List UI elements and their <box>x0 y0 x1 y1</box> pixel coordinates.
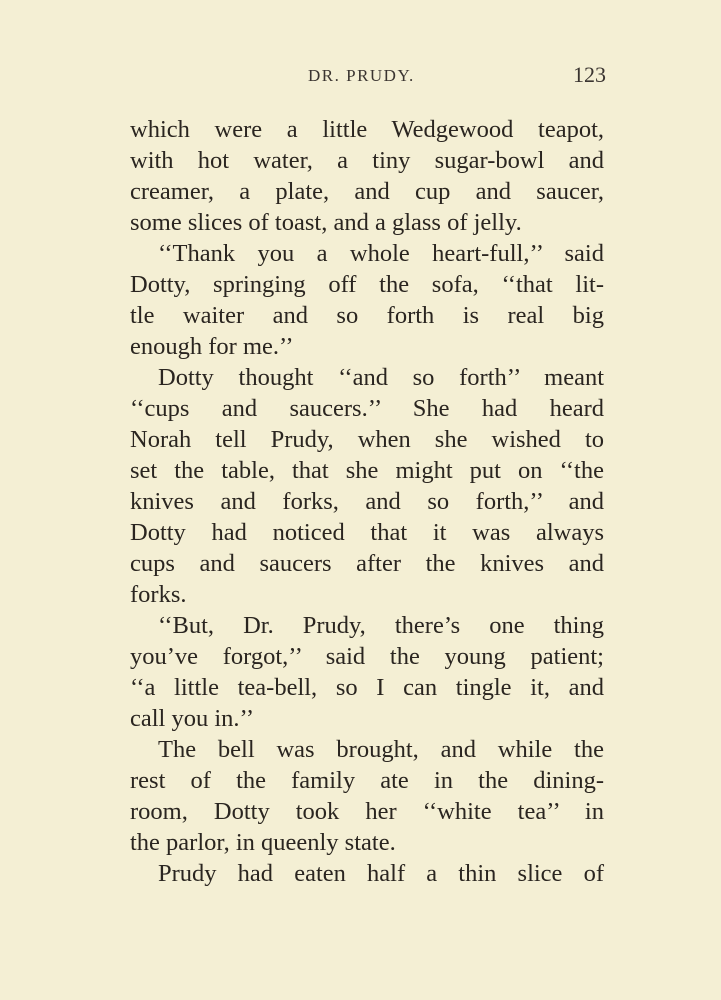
text-line: tle waiter and so forth is real big <box>130 302 604 329</box>
text-line: Norah tell Prudy, when she wished to <box>130 426 604 453</box>
text-line: ‘‘But, Dr. Prudy, there’s one thing <box>158 612 604 639</box>
text-line: with hot water, a tiny sugar-bowl and <box>130 147 604 174</box>
text-line: the parlor, in queenly state. <box>130 829 396 856</box>
body-text <box>130 114 604 889</box>
text-line: ‘‘cups and saucers.’’ She had heard <box>130 395 604 422</box>
text-line: Dotty thought ‘‘and so forth’’ meant <box>158 364 604 391</box>
text-line: The bell was brought, and while the <box>158 736 604 763</box>
text-line: room, Dotty took her ‘‘white tea’’ in <box>130 798 604 825</box>
text-line: ‘‘Thank you a whole heart-full,’’ said <box>158 240 604 267</box>
text-line: which were a little Wedgewood teapot, <box>130 116 604 143</box>
page-number: 123 <box>573 62 606 87</box>
text-line: forks. <box>130 581 187 608</box>
text-line: enough for me.’’ <box>130 333 294 360</box>
text-line: Dotty, springing off the sofa, ‘‘that lit- <box>130 271 604 298</box>
text-line: Dotty had noticed that it was always <box>130 519 604 546</box>
text-line: some slices of toast, and a glass of jelly. <box>130 209 522 236</box>
text-line: rest of the family ate in the dining- <box>130 767 604 794</box>
text-line: knives and forks, and so forth,’’ and <box>130 488 604 515</box>
text-line: ‘‘a little tea-bell, so I can tingle it, and <box>130 674 604 701</box>
text-line: call you in.’’ <box>130 705 255 732</box>
running-title: DR. PRUDY. <box>308 66 415 85</box>
text-line: you’ve forgot,’’ said the young patient; <box>130 643 604 670</box>
text-line: Prudy had eaten half a thin slice of <box>158 860 604 887</box>
text-line: creamer, a plate, and cup and saucer, <box>130 178 604 205</box>
text-line: set the table, that she might put on ‘‘the <box>130 457 604 484</box>
running-head <box>128 62 606 92</box>
text-line: cups and saucers after the knives and <box>130 550 604 577</box>
